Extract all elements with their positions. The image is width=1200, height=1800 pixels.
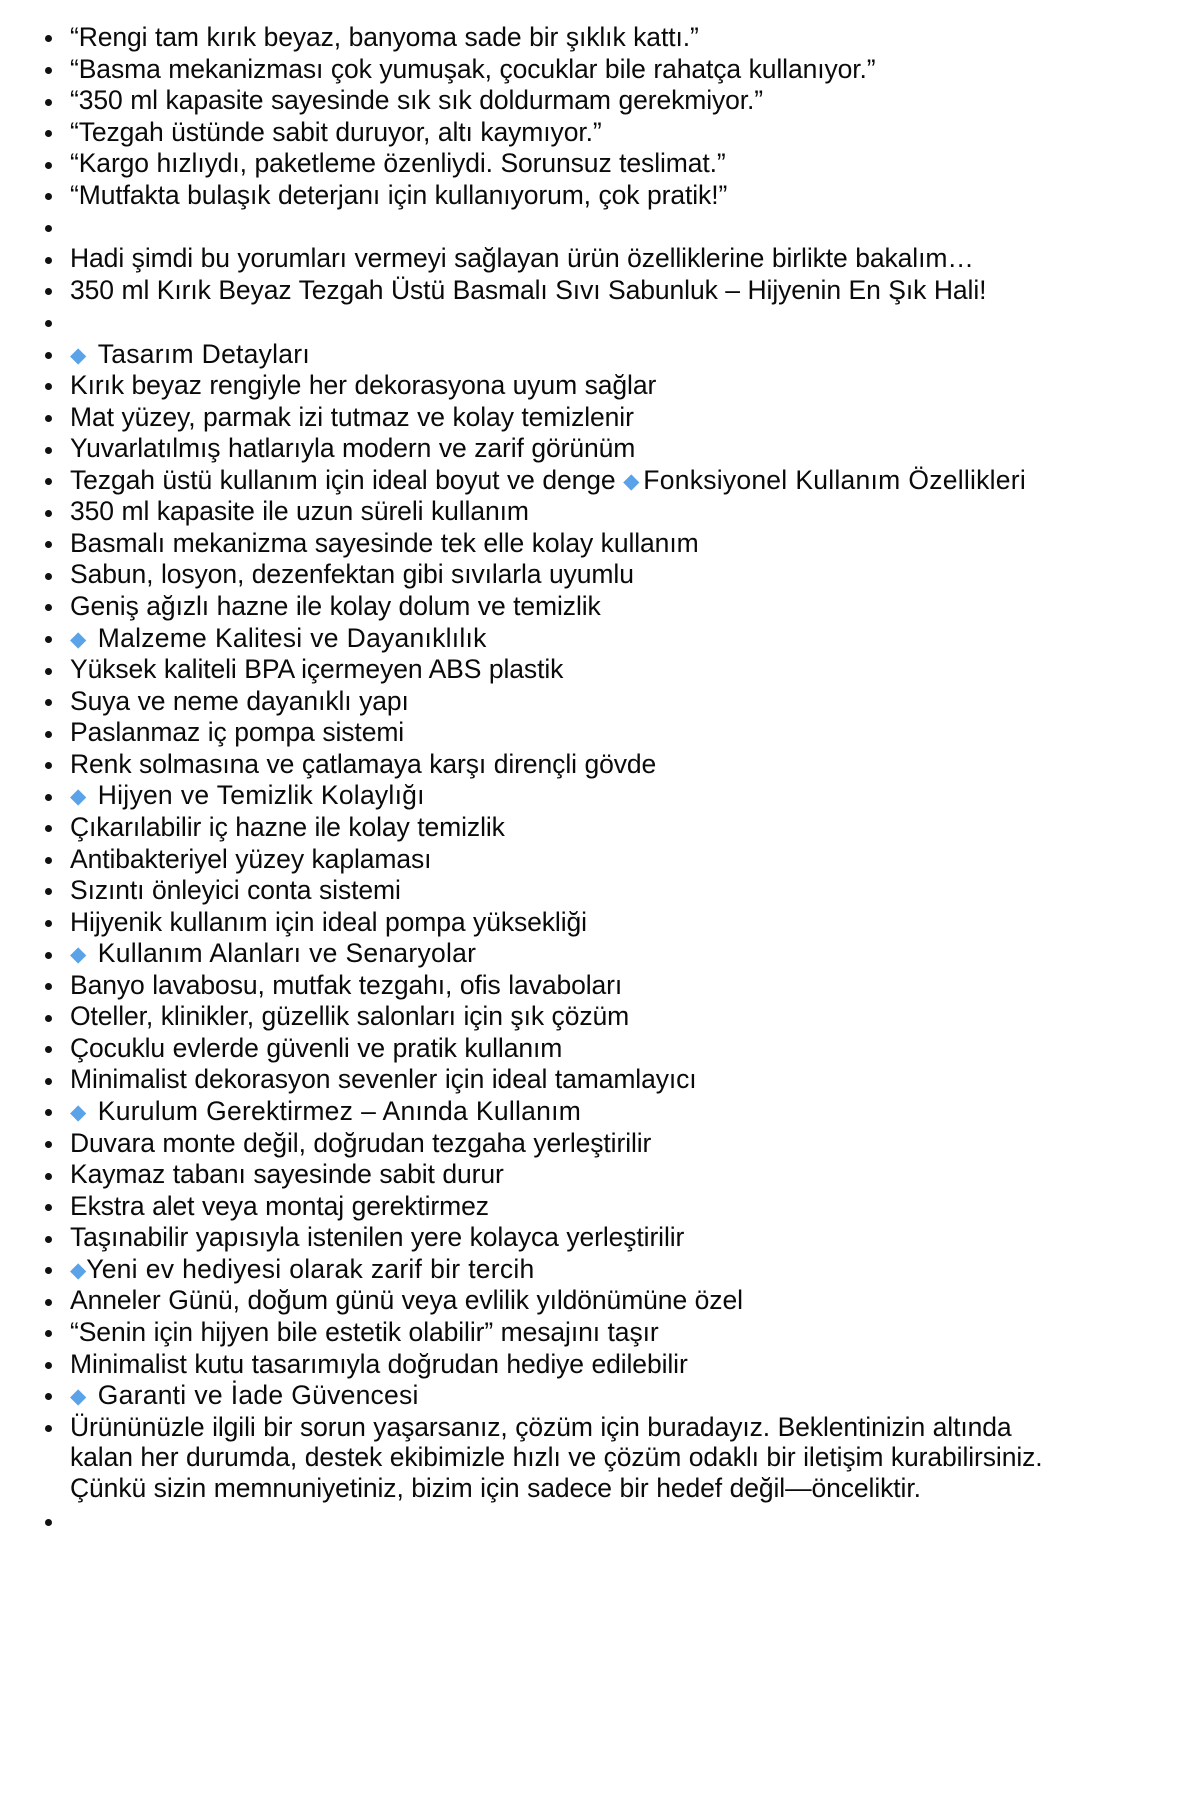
- section-heading-label: Tasarım Detayları: [97, 338, 310, 369]
- bullet-dot-icon: [45, 99, 52, 106]
- list-item: [34, 1349, 1070, 1379]
- bullet-dot-icon: [45, 162, 52, 169]
- list-item: [34, 1033, 1070, 1063]
- review-quote-item: [34, 180, 1070, 210]
- bullet-dot-icon: [45, 383, 52, 390]
- section-heading-label: Fonksiyonel Kullanım Özellikleri: [643, 464, 1026, 495]
- review-quote-text: “Rengi tam kırık beyaz, banyoma sade bir şıklık kattı.”: [70, 22, 699, 52]
- list-item-label: Renk solmasına ve çatlamaya karşı dirençli gövde: [70, 748, 657, 779]
- list-item: [34, 1222, 1070, 1252]
- review-quote-text: “350 ml kapasite sayesinde sık sık doldurmam gerekmiyor.”: [70, 85, 764, 116]
- section-heading-item: [34, 623, 1070, 653]
- bullet-dot-icon: [45, 952, 52, 959]
- list-item-label: Minimalist kutu tasarımıyla doğrudan hediye edilebilir: [70, 1348, 688, 1379]
- bullet-dot-icon: [45, 825, 52, 832]
- bullet-dot-icon: [45, 1204, 52, 1211]
- list-item-spacer: [34, 211, 1070, 241]
- section-diamond-icon: ◆: [70, 1101, 87, 1124]
- section-diamond-icon: ◆: [70, 1258, 87, 1282]
- list-item-spacer: [34, 1505, 1070, 1535]
- list-item-label: Basmalı mekanizma sayesinde tek elle kolay kullanım: [70, 527, 699, 558]
- list-item-label: Sabun, losyon, dezenfektan gibi sıvılarla uyumlu: [70, 559, 634, 590]
- list-item: [34, 528, 1070, 558]
- list-item: [34, 717, 1070, 747]
- list-item: [34, 749, 1070, 779]
- bullet-dot-icon: [45, 288, 52, 295]
- list-item-label: Çocuklu evlerde güvenli ve pratik kullanım: [70, 1032, 563, 1063]
- bullet-dot-icon: [45, 699, 52, 706]
- list-item-label: Geniş ağızlı hazne ile kolay dolum ve temizlik: [70, 591, 601, 621]
- list-item-label: Duvara monte değil, doğrudan tezgaha yerleştirilir: [70, 1127, 652, 1158]
- list-item: [34, 496, 1070, 526]
- bullet-dot-icon: [45, 1046, 52, 1053]
- bullet-dot-icon: [45, 67, 52, 74]
- list-item-label: Suya ve neme dayanıklı yapı: [70, 685, 409, 716]
- list-item: [34, 559, 1070, 589]
- list-item-label: Ekstra alet veya montaj gerektirmez: [70, 1190, 489, 1221]
- bullet-list: [34, 22, 1070, 1535]
- list-item-label: Kırık beyaz rengiyle her dekorasyona uyum sağlar: [70, 370, 657, 401]
- bullet-dot-icon: [45, 478, 52, 485]
- list-item: [34, 875, 1070, 905]
- list-item-label: Banyo lavabosu, mutfak tezgahı, ofis lavaboları: [70, 969, 623, 1000]
- section-diamond-icon: ◆: [70, 943, 87, 967]
- list-item: [34, 465, 1070, 495]
- bullet-dot-icon: [45, 1267, 52, 1274]
- section-diamond-icon: ◆: [623, 469, 640, 493]
- list-item-label: Sızıntı önleyici conta sistemi: [70, 875, 401, 906]
- section-diamond-icon: ◆: [70, 343, 87, 367]
- list-item-label: 350 ml kapasite ile uzun süreli kullanım: [70, 496, 529, 527]
- bullet-dot-icon: [45, 257, 52, 264]
- list-item-label: Oteller, klinikler, güzellik salonları için şık çözüm: [70, 1001, 630, 1032]
- bullet-dot-icon: [45, 1236, 52, 1243]
- list-item-label: Anneler Günü, doğum günü veya evlilik yıldönümüne özel: [70, 1285, 743, 1316]
- bullet-dot-icon: [45, 1015, 52, 1022]
- bullet-dot-icon: [45, 762, 52, 769]
- section-heading-item: [34, 1380, 1070, 1410]
- list-item: [34, 402, 1070, 432]
- bullet-dot-icon: [45, 983, 52, 990]
- list-item-label: Hijyenik kullanım için ideal pompa yüksekliği: [70, 906, 587, 937]
- bullet-dot-icon: [45, 320, 52, 327]
- bullet-dot-icon: [45, 130, 52, 137]
- bullet-dot-icon: [45, 857, 52, 864]
- list-item-label: 350 ml Kırık Beyaz Tezgah Üstü Basmalı Sıvı Sabunluk – Hijyenin En Şık Hali!: [70, 274, 987, 305]
- list-item-label: Antibakteriyel yüzey kaplaması: [70, 843, 432, 874]
- list-item: [34, 275, 1070, 305]
- bullet-dot-icon: [45, 225, 52, 232]
- section-heading-label: Yeni ev hediyesi olarak zarif bir tercih: [86, 1253, 535, 1284]
- section-heading-label: Kurulum Gerektirmez – Anında Kullanım: [97, 1096, 582, 1126]
- list-item: [34, 1159, 1070, 1189]
- list-item-label: Taşınabilir yapısıyla istenilen yere kolayca yerleştirilir: [70, 1222, 685, 1253]
- bullet-dot-icon: [45, 1299, 52, 1306]
- section-heading-item: [34, 938, 1070, 968]
- list-item: [34, 1128, 1070, 1158]
- list-item: [34, 970, 1070, 1000]
- bullet-dot-icon: [45, 35, 52, 42]
- list-item: [34, 907, 1070, 937]
- list-item: [34, 1191, 1070, 1221]
- section-heading-label: Malzeme Kalitesi ve Dayanıklılık: [97, 622, 487, 653]
- bullet-dot-icon: [45, 1330, 52, 1337]
- section-heading-item: [34, 1096, 1070, 1126]
- list-item-label: Yuvarlatılmış hatlarıyla modern ve zarif görünüm: [70, 433, 636, 464]
- bullet-dot-icon: [45, 1425, 52, 1432]
- section-heading-item: [34, 1254, 1070, 1284]
- section-diamond-icon: ◆: [70, 785, 87, 809]
- section-heading-label: Kullanım Alanları ve Senaryolar: [97, 938, 477, 969]
- review-quote-text: “Tezgah üstünde sabit duruyor, altı kaymıyor.”: [70, 116, 602, 147]
- section-diamond-icon: ◆: [70, 627, 87, 651]
- bullet-dot-icon: [45, 510, 52, 517]
- bullet-dot-icon: [45, 794, 52, 801]
- list-item: [34, 1001, 1070, 1031]
- list-item: [34, 1317, 1070, 1347]
- review-quote-text: “Kargo hızlıydı, paketleme özenliydi. Sorunsuz teslimat.”: [70, 148, 726, 179]
- bullet-dot-icon: [45, 1109, 52, 1116]
- list-item: [34, 243, 1070, 273]
- section-diamond-icon: ◆: [70, 1385, 87, 1409]
- section-heading-label: Garanti ve İade Güvencesi: [97, 1380, 419, 1411]
- bullet-dot-icon: [45, 447, 52, 454]
- bullet-dot-icon: [45, 731, 52, 738]
- list-item: [34, 686, 1070, 716]
- list-item-label: Çıkarılabilir iç hazne ile kolay temizlik: [70, 811, 505, 842]
- section-heading-item: [34, 339, 1070, 369]
- bullet-dot-icon: [45, 352, 52, 359]
- bullet-dot-icon: [45, 1362, 52, 1369]
- bullet-dot-icon: [45, 415, 52, 422]
- list-item-label: Mat yüzey, parmak izi tutmaz ve kolay temizlenir: [70, 401, 634, 432]
- review-quote-item: [34, 117, 1070, 147]
- list-item: [34, 591, 1070, 621]
- list-item: [34, 1064, 1070, 1094]
- section-heading-item: [34, 780, 1070, 810]
- bullet-dot-icon: [45, 1519, 52, 1526]
- list-item: [34, 812, 1070, 842]
- bullet-dot-icon: [45, 604, 52, 611]
- list-item: [34, 1285, 1070, 1315]
- list-item: [34, 654, 1070, 684]
- review-quote-text: “Basma mekanizması çok yumuşak, çocuklar bile rahatça kullanıyor.”: [70, 53, 876, 84]
- list-item-label: Tezgah üstü kullanım için ideal boyut ve denge: [70, 464, 624, 495]
- list-item-label: “Senin için hijyen bile estetik olabilir” mesajını taşır: [70, 1316, 659, 1347]
- bullet-dot-icon: [45, 920, 52, 927]
- bullet-dot-icon: [45, 1141, 52, 1148]
- bullet-dot-icon: [45, 636, 52, 643]
- bullet-dot-icon: [45, 668, 52, 675]
- review-quote-item: [34, 148, 1070, 178]
- list-item-label: Hadi şimdi bu yorumları vermeyi sağlayan ürün özelliklerine birlikte bakalım…: [70, 243, 974, 274]
- section-heading-label: Hijyen ve Temizlik Kolaylığı: [97, 780, 425, 811]
- review-quote-item: [34, 22, 1070, 52]
- bullet-dot-icon: [45, 541, 52, 548]
- list-item-label: Minimalist dekorasyon sevenler için ideal tamamlayıcı: [70, 1064, 697, 1095]
- review-quote-item: [34, 54, 1070, 84]
- list-item: [34, 370, 1070, 400]
- bullet-dot-icon: [45, 573, 52, 580]
- list-item: [34, 844, 1070, 874]
- bullet-dot-icon: [45, 1173, 52, 1180]
- list-item-label: Yüksek kaliteli BPA içermeyen ABS plastik: [70, 654, 564, 685]
- list-item-label: Paslanmaz iç pompa sistemi: [70, 717, 405, 748]
- paragraph-item: [34, 1412, 1070, 1504]
- list-item-label: Kaymaz tabanı sayesinde sabit durur: [70, 1159, 504, 1190]
- review-quote-item: [34, 85, 1070, 115]
- bullet-dot-icon: [45, 1078, 52, 1085]
- bullet-dot-icon: [45, 1393, 52, 1400]
- review-quote-text: “Mutfakta bulaşık deterjanı için kullanıyorum, çok pratik!”: [70, 179, 728, 210]
- list-item: [34, 433, 1070, 463]
- list-item-spacer: [34, 307, 1070, 337]
- bullet-dot-icon: [45, 888, 52, 895]
- bullet-dot-icon: [45, 193, 52, 200]
- paragraph-text: Ürününüzle ilgili bir sorun yaşarsanız, çözüm için buradayız. Beklentinizin altında kalan her durumda, destek ekibimizle hızlı ve çözüm odaklı bir iletişim kurabilirsiniz. Çünkü sizin memnuniyetiniz, bizim için sadece bir hedef değil—önceliktir.: [70, 1411, 1043, 1504]
